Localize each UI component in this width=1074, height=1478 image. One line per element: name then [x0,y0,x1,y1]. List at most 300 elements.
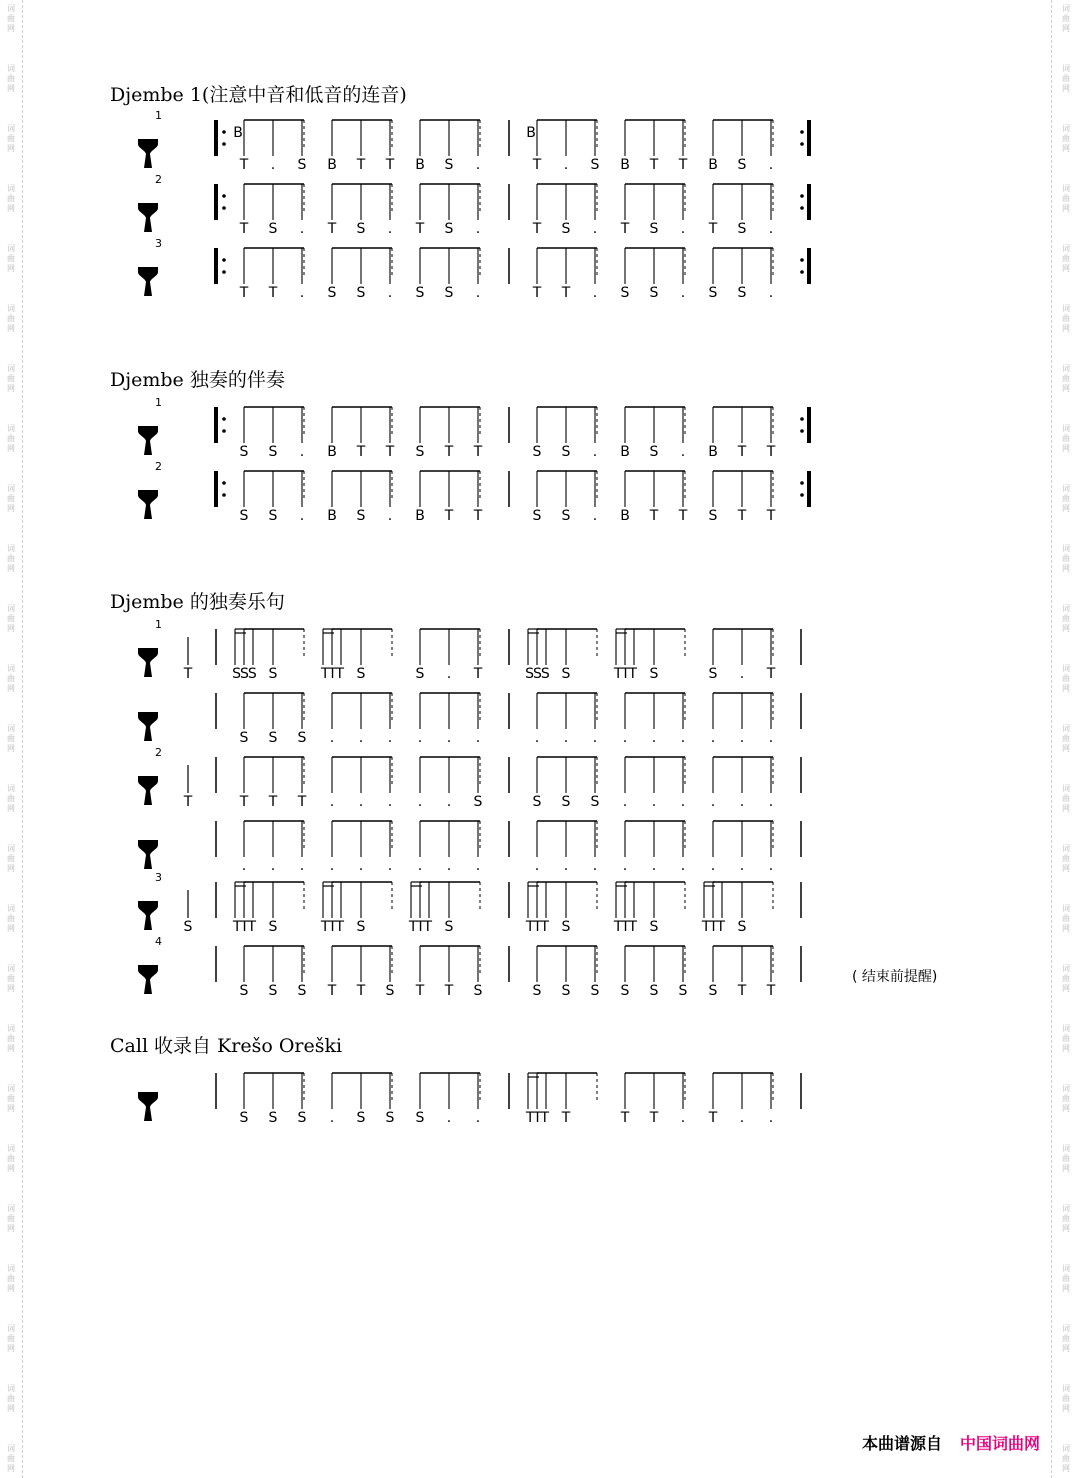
stroke-label: T [649,157,659,170]
section-title-solo-accompaniment: Djembe 独奏的伴奏 [110,369,285,391]
rhythm-staff [0,619,1074,679]
rest-dot: . [592,508,598,521]
watermark-text: 词曲网 [1062,664,1070,693]
rest-dot: . [446,1110,452,1123]
stroke-label: S [268,730,278,743]
watermark-text: 词曲网 [7,1024,15,1053]
stroke-label: S [649,444,659,457]
watermark-text: 词曲网 [1062,964,1070,993]
beat-group [525,882,597,932]
rest-dot: . [651,858,657,871]
rest-dot: . [417,730,423,743]
watermark-text: 词曲网 [7,304,15,333]
stroke-label: T [473,508,483,521]
repeat-dot [222,493,226,497]
rest-dot: . [739,794,745,807]
stroke-triplet: SSS [232,666,256,679]
rest-dot: . [299,508,305,521]
rest-dot: . [329,1110,335,1123]
watermark-text: 词曲网 [7,1084,15,1113]
rest-dot: . [417,794,423,807]
repeat-dot [222,417,226,421]
stroke-label: T [444,508,454,521]
beat-group [623,757,685,807]
rest-dot: . [622,730,628,743]
rhythm-staff [0,461,1074,521]
beat-group [242,821,304,871]
beat-group [328,248,393,298]
watermark-text: 词曲网 [1062,304,1070,333]
rest-dot: . [299,221,305,234]
rest-dot: . [358,794,364,807]
rest-dot: . [475,157,481,170]
beat-group [416,407,483,457]
watermark-text: 词曲网 [1062,424,1070,453]
beat-group [415,946,483,996]
beat-group [418,757,483,807]
stroke-triplet: TTT [320,919,344,932]
stroke-label: S [356,666,366,679]
beat-group [532,184,598,234]
watermark-text: 词曲网 [7,604,15,633]
stroke-label: S [356,508,366,521]
rest-dot: . [299,285,305,298]
beat-group [408,882,480,932]
beat-group [708,407,776,457]
beat-group [416,1073,481,1123]
stroke-label: S [444,221,454,234]
player-number: 1 [155,618,162,631]
stroke-label: S [444,919,454,932]
stroke-label: S [239,508,249,521]
stroke-label: S [473,983,483,996]
repeat-dot [800,130,804,134]
watermark-text: 词曲网 [7,244,15,273]
watermark-text: 词曲网 [1062,1204,1070,1233]
rest-dot: . [387,730,393,743]
repeat-dot [222,270,226,274]
beat-group [709,248,774,298]
beat-group [620,471,688,521]
source-label: 本曲谱源自 [861,1434,942,1453]
stroke-label: S [649,285,659,298]
beat-group [621,946,688,996]
rest-dot: . [651,794,657,807]
watermark-text: 词曲网 [7,484,15,513]
stroke-label: S [590,157,600,170]
beat-group [330,757,392,807]
stroke-label: T [532,221,542,234]
watermark-text: 词曲网 [7,964,15,993]
stroke-label: S [239,444,249,457]
stroke-label: S [268,1110,278,1123]
repeat-dot [800,270,804,274]
rest-dot: . [768,157,774,170]
rest-dot: . [768,1110,774,1123]
repeat-dot [222,130,226,134]
stroke-label: T [385,157,395,170]
stroke-label: B [327,157,337,170]
stroke-label: T [239,285,249,298]
rest-dot: . [387,221,393,234]
beat-group [708,120,773,170]
watermark-text: 词曲网 [1062,1084,1070,1113]
stroke-label: B [708,444,718,457]
beat-group [525,1073,597,1123]
stroke-label: T [473,444,483,457]
rest-dot: . [592,444,598,457]
ending-remark: ( 结束前提醒) [852,969,938,985]
beat-group [240,471,305,521]
stroke-label: S [561,444,571,457]
player-number: 2 [155,746,162,759]
watermark-text: 词曲网 [1062,544,1070,573]
rest-dot: . [446,794,452,807]
watermark-text: 词曲网 [7,1384,15,1413]
rhythm-staff [0,110,1074,170]
beat-group [327,407,395,457]
repeat-dot [222,206,226,210]
repeat-dot [222,481,226,485]
watermark-text: 词曲网 [7,844,15,873]
stroke-label: T [444,983,454,996]
stroke-label: S [620,285,630,298]
stroke-label: S [590,794,600,807]
stroke-label: T [268,285,278,298]
beat-group [415,120,480,170]
stroke-label: S [268,221,278,234]
watermark-text: 词曲网 [1062,124,1070,153]
stroke-label: S [356,221,366,234]
stroke-label: S [356,919,366,932]
rest-dot: . [739,1110,745,1123]
beat-group [525,629,597,679]
stroke-label: T [620,221,630,234]
stroke-label: S [356,1110,366,1123]
watermark-text: 词曲网 [1062,1144,1070,1173]
watermark-text: 词曲网 [1062,844,1070,873]
repeat-dot [800,493,804,497]
rest-dot: . [592,285,598,298]
rhythm-staff [0,811,1074,871]
stroke-label: T [327,983,337,996]
beat-group [416,248,481,298]
stroke-tone: T [532,157,542,170]
beat-group [233,120,306,170]
watermark-text: 词曲网 [1062,244,1070,273]
stroke-label: T [473,666,483,679]
stroke-label: T [239,794,249,807]
rest-dot: . [768,730,774,743]
rest-dot: . [768,794,774,807]
stroke-label: S [737,221,747,234]
watermark-text: 词曲网 [7,664,15,693]
rhythm-staff [0,872,1074,932]
rest-dot: . [299,444,305,457]
repeat-dot [222,258,226,262]
stroke-label: T [708,1110,718,1123]
watermark-text: 词曲网 [7,724,15,753]
stroke-label: T [356,444,366,457]
rest-dot: . [475,730,481,743]
stroke-label: S [532,508,542,521]
rest-dot: . [446,858,452,871]
player-number: 1 [155,109,162,122]
stroke-label: S [268,508,278,521]
watermark-text: 词曲网 [1062,1024,1070,1053]
rest-dot: . [768,221,774,234]
stroke-label: T [356,983,366,996]
stroke-label: S [737,157,747,170]
rest-dot: . [710,794,716,807]
stroke-label: S [532,794,542,807]
beat-group [613,629,685,679]
stroke-label: T [327,221,337,234]
rhythm-staff [0,936,1074,996]
stroke-label: S [649,666,659,679]
beat-group [709,471,776,521]
watermark-text: 词曲网 [1062,1264,1070,1293]
rest-dot: . [592,221,598,234]
stroke-label: T [678,508,688,521]
beat-group [711,757,773,807]
rest-dot: . [358,730,364,743]
repeat-dot [800,194,804,198]
stroke-label: T [385,444,395,457]
beat-group [239,184,305,234]
repeat-dot [800,258,804,262]
beat-group [620,120,688,170]
rest-dot: . [710,730,716,743]
beat-group [240,946,307,996]
watermark-text: 词曲网 [1062,1324,1070,1353]
rest-dot: . [680,221,686,234]
stroke-label: T [678,157,688,170]
player-number: 2 [155,460,162,473]
stroke-label: S [444,285,454,298]
beat-group [327,471,392,521]
stroke-triplet: SSS [525,666,549,679]
stroke-bass-upper: B [233,125,243,141]
stroke-label: S [473,794,483,807]
beat-group [320,882,392,932]
beat-group [239,757,307,807]
rest-dot: . [387,858,393,871]
stroke-label: S [708,983,718,996]
stroke-label: S [268,919,278,932]
watermark-text: 词曲网 [7,64,15,93]
rest-dot: . [329,730,335,743]
stroke-triplet: TTT [701,919,725,932]
rest-dot: . [475,285,481,298]
stroke-triplet: TTT [613,919,637,932]
site-name-link[interactable]: 中国词曲网 [959,1434,1040,1453]
beat-group [623,693,685,743]
beat-group [532,248,598,298]
stroke-label: S [297,730,307,743]
repeat-dot [800,206,804,210]
stroke-label: T [444,444,454,457]
pickup-stroke: T [183,666,193,679]
beat-group [620,1073,686,1123]
repeat-dot [800,417,804,421]
stroke-label: T [415,221,425,234]
watermark-text: 词曲网 [7,1204,15,1233]
stroke-label: T [737,983,747,996]
beat-group [708,1073,774,1123]
beat-group [327,120,395,170]
rest-dot: . [270,858,276,871]
stroke-label: S [356,285,366,298]
rest-dot: . [270,157,276,170]
repeat-dot [800,429,804,433]
stroke-triplet: TTT [525,919,549,932]
rest-dot: . [680,858,686,871]
rest-dot: . [387,285,393,298]
watermark-text: 词曲网 [1062,484,1070,513]
rest-dot: . [680,730,686,743]
stroke-label: S [620,983,630,996]
stroke-label: T [737,508,747,521]
rest-dot: . [446,666,452,679]
stroke-label: T [268,794,278,807]
stroke-label: S [561,983,571,996]
watermark-text: 词曲网 [1062,604,1070,633]
stroke-label: T [766,983,776,996]
stroke-label: S [737,919,747,932]
stroke-label: T [561,1110,571,1123]
rest-dot: . [475,221,481,234]
rest-dot: . [534,858,540,871]
watermark-text: 词曲网 [1062,64,1070,93]
beat-group [415,471,483,521]
stroke-label: S [649,221,659,234]
stroke-tone: T [239,157,249,170]
stroke-label: B [620,157,630,170]
beat-group [709,629,776,679]
stroke-label: B [708,157,718,170]
player-number: 3 [155,871,162,884]
rhythm-staff [0,397,1074,457]
stroke-label: S [297,157,307,170]
stroke-label: T [708,221,718,234]
beat-group [711,693,773,743]
watermark-text: 词曲网 [7,1324,15,1353]
stroke-label: S [415,285,425,298]
rest-dot: . [622,794,628,807]
repeat-dot [222,429,226,433]
beat-group [327,184,393,234]
rest-dot: . [534,730,540,743]
stroke-label: S [532,983,542,996]
beat-group [613,882,685,932]
stroke-label: S [649,919,659,932]
watermark-text: 词曲网 [1062,1444,1070,1473]
beat-group [240,1073,307,1123]
rest-dot: . [329,858,335,871]
beat-group [418,821,480,871]
beat-group [535,693,597,743]
rest-dot: . [563,730,569,743]
repeat-dot [222,194,226,198]
watermark-text: 词曲网 [7,424,15,453]
stroke-label: S [444,157,454,170]
rhythm-staff [0,747,1074,807]
player-number: 1 [155,396,162,409]
section-title-solo-phrases: Djembe 的独奏乐句 [110,591,285,613]
rest-dot: . [417,858,423,871]
stroke-bass-upper: B [526,125,536,141]
stroke-label: S [239,1110,249,1123]
rest-dot: . [358,858,364,871]
section-title-call: Call 收录自 Krešo Oreški [110,1035,343,1057]
stroke-triplet: TTT [320,666,344,679]
rest-dot: . [446,730,452,743]
stroke-triplet: TTT [613,666,637,679]
watermark-text: 词曲网 [7,184,15,213]
stroke-label: S [297,983,307,996]
beat-group [330,1073,395,1123]
beat-group [416,629,483,679]
rest-dot: . [241,858,247,871]
stroke-label: S [415,666,425,679]
stroke-triplet: TTT [408,919,432,932]
stroke-label: S [678,983,688,996]
beat-group [418,693,480,743]
stroke-label: T [766,444,776,457]
stroke-label: T [649,508,659,521]
pickup-stroke: T [183,794,193,807]
rest-dot: . [299,858,305,871]
stroke-label: S [532,444,542,457]
stroke-label: S [268,444,278,457]
stroke-label: S [561,508,571,521]
player-number: 4 [155,935,162,948]
watermark-text: 词曲网 [1062,724,1070,753]
watermark-text: 词曲网 [7,544,15,573]
rest-dot: . [680,794,686,807]
watermark-text: 词曲网 [7,124,15,153]
stroke-label: S [415,444,425,457]
watermark-text: 词曲网 [7,4,15,33]
stroke-label: S [561,794,571,807]
rest-dot: . [592,730,598,743]
stroke-label: S [561,919,571,932]
watermark-text: 词曲网 [1062,904,1070,933]
stroke-label: T [356,157,366,170]
stroke-label: S [239,983,249,996]
stroke-label: S [415,1110,425,1123]
beat-group [711,821,773,871]
watermark-text: 词曲网 [7,364,15,393]
stroke-label: S [708,508,718,521]
stroke-label: B [327,444,337,457]
rest-dot: . [680,444,686,457]
rest-dot: . [329,794,335,807]
beat-group [620,407,685,457]
rest-dot: . [768,285,774,298]
watermark-text: 词曲网 [1062,184,1070,213]
beat-group [701,882,773,932]
stroke-label: S [708,285,718,298]
watermark-text: 词曲网 [7,1444,15,1473]
beat-group [535,821,597,871]
stroke-label: S [268,666,278,679]
beat-group [526,120,599,170]
beat-group [533,757,600,807]
stroke-label: S [649,983,659,996]
beat-group [327,946,395,996]
